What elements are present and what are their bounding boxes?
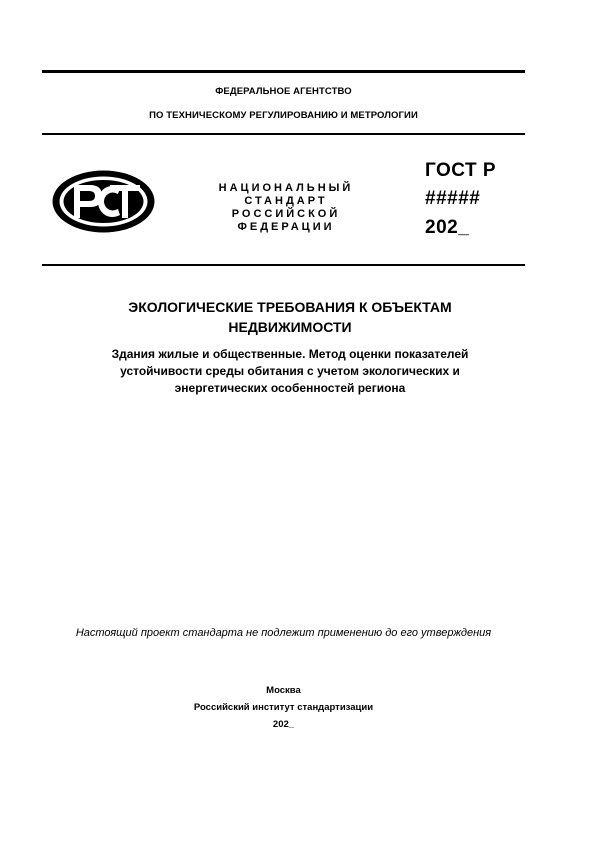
agency-name-line-2: ПО ТЕХНИЧЕСКОМУ РЕГУЛИРОВАНИЮ И МЕТРОЛОГИИ	[149, 110, 418, 121]
designation-rule	[42, 264, 525, 266]
footer-publisher: Российский институт стандартизации	[193, 702, 374, 713]
footer-year: 202_	[272, 719, 295, 730]
document-title	[60, 297, 520, 337]
subtitle-line-3: энергетических особенностей региона	[174, 381, 406, 395]
designation-year: 202_	[425, 217, 470, 238]
standard-type-line-1: НАЦИОНАЛЬНЫЙ	[218, 182, 354, 194]
top-rule	[42, 70, 525, 73]
agency-name-line-1: ФЕДЕРАЛЬНОЕ АГЕНТСТВО	[215, 86, 352, 97]
rst-logo-icon	[50, 168, 157, 235]
title-line-2: НЕДВИЖИМОСТИ	[228, 319, 352, 335]
standard-type-line-4: ФЕДЕРАЦИИ	[237, 221, 335, 233]
standard-type-line-2: СТАНДАРТ	[244, 195, 328, 207]
subtitle-line-2: устойчивости среды обитания с учетом экологических и	[120, 364, 460, 378]
header-rule	[42, 133, 525, 135]
designation-prefix: ГОСТ Р	[425, 160, 497, 181]
title-line-1: ЭКОЛОГИЧЕСКИЕ ТРЕБОВАНИЯ К ОБЪЕКТАМ	[128, 299, 452, 315]
designation-number: #####	[425, 188, 481, 209]
footer-city: Москва	[266, 685, 301, 696]
standard-type-line-3: РОССИЙСКОЙ	[231, 208, 341, 220]
draft-note: Настоящий проект стандарта не подлежит применению до его утверждения	[75, 627, 492, 639]
subtitle-line-1: Здания жилые и общественные. Метод оценки показателей	[111, 347, 469, 361]
document-subtitle	[50, 346, 530, 397]
